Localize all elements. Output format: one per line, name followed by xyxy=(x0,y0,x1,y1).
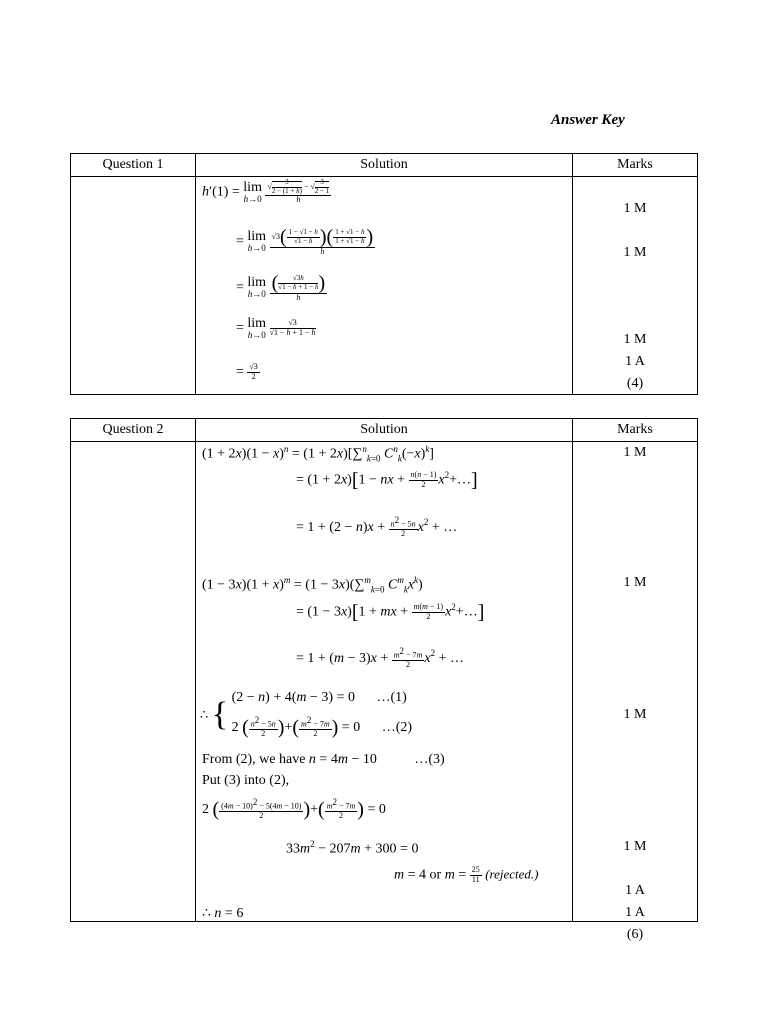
solution-header-2: Solution xyxy=(196,419,573,442)
q2-line-from2: From (2), we have n = 4m − 10 …(3) xyxy=(202,752,445,767)
question-1-blank-cell xyxy=(71,177,196,395)
question-2-table xyxy=(70,418,698,942)
solution-header: Solution xyxy=(196,154,573,177)
question-2-blank-cell xyxy=(71,442,196,922)
q2-mark-7: (6) xyxy=(626,927,644,942)
q1-step-1: h′(1) = lim h→0 √ $\frac{3}{2 - (1 + h)}$ − √ $\frac{3}{2 - 1}$ h xyxy=(202,178,330,205)
q2-line-n-result: ∴ n = 6 xyxy=(202,906,244,921)
q2-line-5: = (1 − 3x)[1 + mx + $\frac{m(m - 1)}{2}$ $x^2+\dots$] xyxy=(296,601,485,624)
q2-mark-2: 1 M xyxy=(623,575,647,590)
q2-line-quadratic: $33m^2 - 207m + 300 = 0$ xyxy=(286,839,419,857)
question-2-label: Question 2 xyxy=(71,419,196,442)
q2-mark-5: 1 A xyxy=(625,883,645,898)
marks-header-2: Marks xyxy=(573,419,698,442)
q2-line-6: = 1 + (m − 3)x + $\frac{m^2 - 7m}{2}$ $x^2$ + … xyxy=(296,646,464,670)
q2-mark-6: 1 A xyxy=(625,905,645,920)
question-1-table xyxy=(70,153,698,395)
q2-line-3: = 1 + (2 − n)x + $\frac{n^2 - 5n}{2}$ $x^2$ + … xyxy=(296,515,458,539)
eq-ref-1: …(1) xyxy=(376,690,407,705)
eq-ref-3: …(3) xyxy=(414,752,445,767)
q2-mark-1: 1 M xyxy=(623,445,647,460)
question-2-marks xyxy=(573,442,698,942)
q2-line-put3: Put (3) into (2), xyxy=(202,773,290,788)
q1-mark-4: 1 A xyxy=(625,354,645,369)
q2-system: ∴ { (2 − n) + 4(m − 3) = 0 …(1) 2 ( $\frac{n^2 - 5n}{2}$ )+( $\frac{m^2 - 7m}{2}$ ) = 0 …(2) xyxy=(200,690,413,739)
from2-text: From (2), we have xyxy=(202,752,306,767)
q2-mark-4: 1 M xyxy=(623,839,647,854)
q1-step-4: = lim h→0 $\frac{√3}{√1 - h + 1 - h}$ xyxy=(236,316,316,340)
q1-step-5: = $\frac{√3}{2}$ xyxy=(236,362,258,381)
q2-line-2: = (1 + 2x)[1 − nx + $\frac{n(n - 1)}{2}$ $x^2+\dots$] xyxy=(296,469,478,492)
marks-header: Marks xyxy=(573,154,698,177)
rejected-note: (rejected.) xyxy=(485,866,539,882)
question-1-label: Question 1 xyxy=(71,154,196,177)
q1-mark-1: 1 M xyxy=(623,201,647,216)
q1-mark-5: (4) xyxy=(626,376,644,391)
q1-step-3: = lim h→0 ( $\frac{√3h}{√1 - h + 1 - h}$ ) h xyxy=(236,272,326,302)
q2-line-m-values: m = 4 or m = $\frac{25}{11}$ (rejected.) xyxy=(394,865,539,884)
question-2-solution xyxy=(196,442,573,922)
q2-line-substitution: 2 ( $\frac{(4m - 10)^2 - 5(4m - 10)}{2}$ )+( $\frac{m^2 - 7m}{2}$ ) = 0 xyxy=(202,797,386,821)
q2-mark-3: 1 M xyxy=(623,707,647,722)
question-1-solution xyxy=(196,177,573,395)
q2-line-1: $(1 + 2x)(1 - x)^n = (1 + 2x)[\sum^n_{k=0}$ $C^n_k(-x)^k$] xyxy=(202,444,434,464)
eq-ref-2: …(2) xyxy=(381,719,413,735)
answer-key-title: Answer Key xyxy=(551,112,625,128)
q1-mark-2: 1 M xyxy=(623,245,647,260)
question-1-marks xyxy=(573,177,698,395)
q1-step-2: = lim h→0 √3( $\frac{1 - √1 - h}{√1 - h}$ )( $\frac{1 + √1 - h}{1 + √1 - h}$ ) h xyxy=(236,226,374,256)
q1-mark-3: 1 M xyxy=(623,332,647,347)
q2-line-4: $(1 - 3x)(1 + x)^m = (1 - 3x)(\sum^m_{k=0}$ $C^m_kx^k$) xyxy=(202,575,423,595)
